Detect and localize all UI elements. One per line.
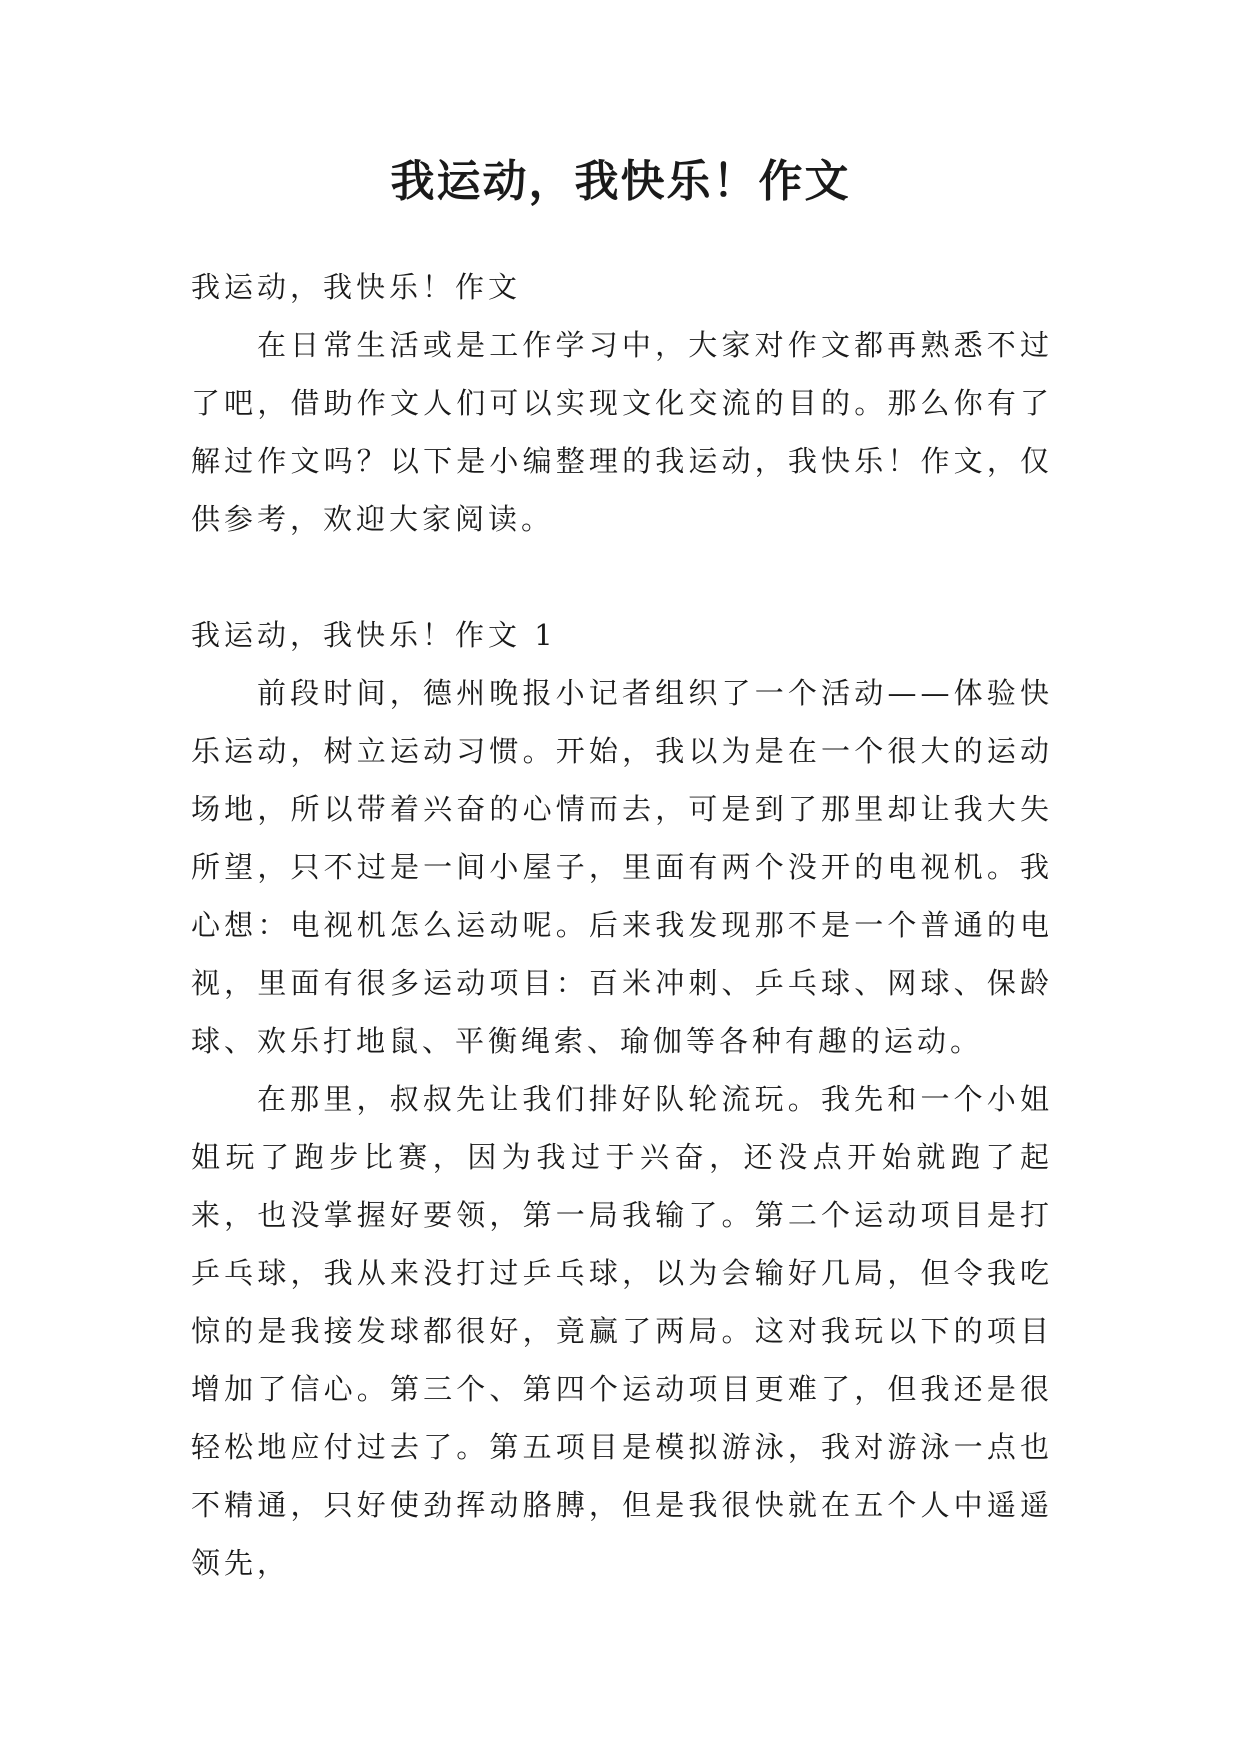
section-spacer bbox=[191, 548, 1053, 606]
document-title: 我运动，我快乐！作文 bbox=[390, 156, 851, 207]
document-body bbox=[191, 258, 1053, 1592]
intro-paragraph: 在日常生活或是工作学习中，大家对作文都再熟悉不过了吧，借助作文人们可以实现文化交流的目的。那么你有了解过作文吗？以下是小编整理的我运动，我快乐！作文，仅供参考，欢迎大家阅读。 bbox=[191, 328, 1053, 536]
section1-heading: 我运动，我快乐！作文 1 bbox=[191, 618, 557, 652]
section1-paragraph-2: 在那里，叔叔先让我们排好队轮流玩。我先和一个小姐姐玩了跑步比赛，因为我过于兴奋，还没点开始就跑了起来，也没掌握好要领，第一局我输了。第二个运动项目是打乒乓球，我从来没打过乒乓球，以为会输好几局，但令我吃惊的是我接发球都很好，竟赢了两局。这对我玩以下的项目增加了信心。第三个、第四个运动项目更难了，但我还是很轻松地应付过去了。第五项目是模拟游泳，我对游泳一点也不精通，只好使劲挥动胳膊，但是我很快就在五个人中遥遥领先， bbox=[191, 1082, 1053, 1580]
section1-paragraph-1: 前段时间，德州晚报小记者组织了一个活动——体验快乐运动，树立运动习惯。开始，我以为是在一个很大的运动场地，所以带着兴奋的心情而去，可是到了那里却让我大失所望，只不过是一间小屋子，里面有两个没开的电视机。我心想：电视机怎么运动呢。后来我发现那不是一个普通的电视，里面有很多运动项目：百米冲刺、乒乓球、网球、保龄球、欢乐打地鼠、平衡绳索、瑜伽等各种有趣的运动。 bbox=[191, 676, 1053, 1058]
intro-heading: 我运动，我快乐！作文 bbox=[191, 270, 522, 304]
